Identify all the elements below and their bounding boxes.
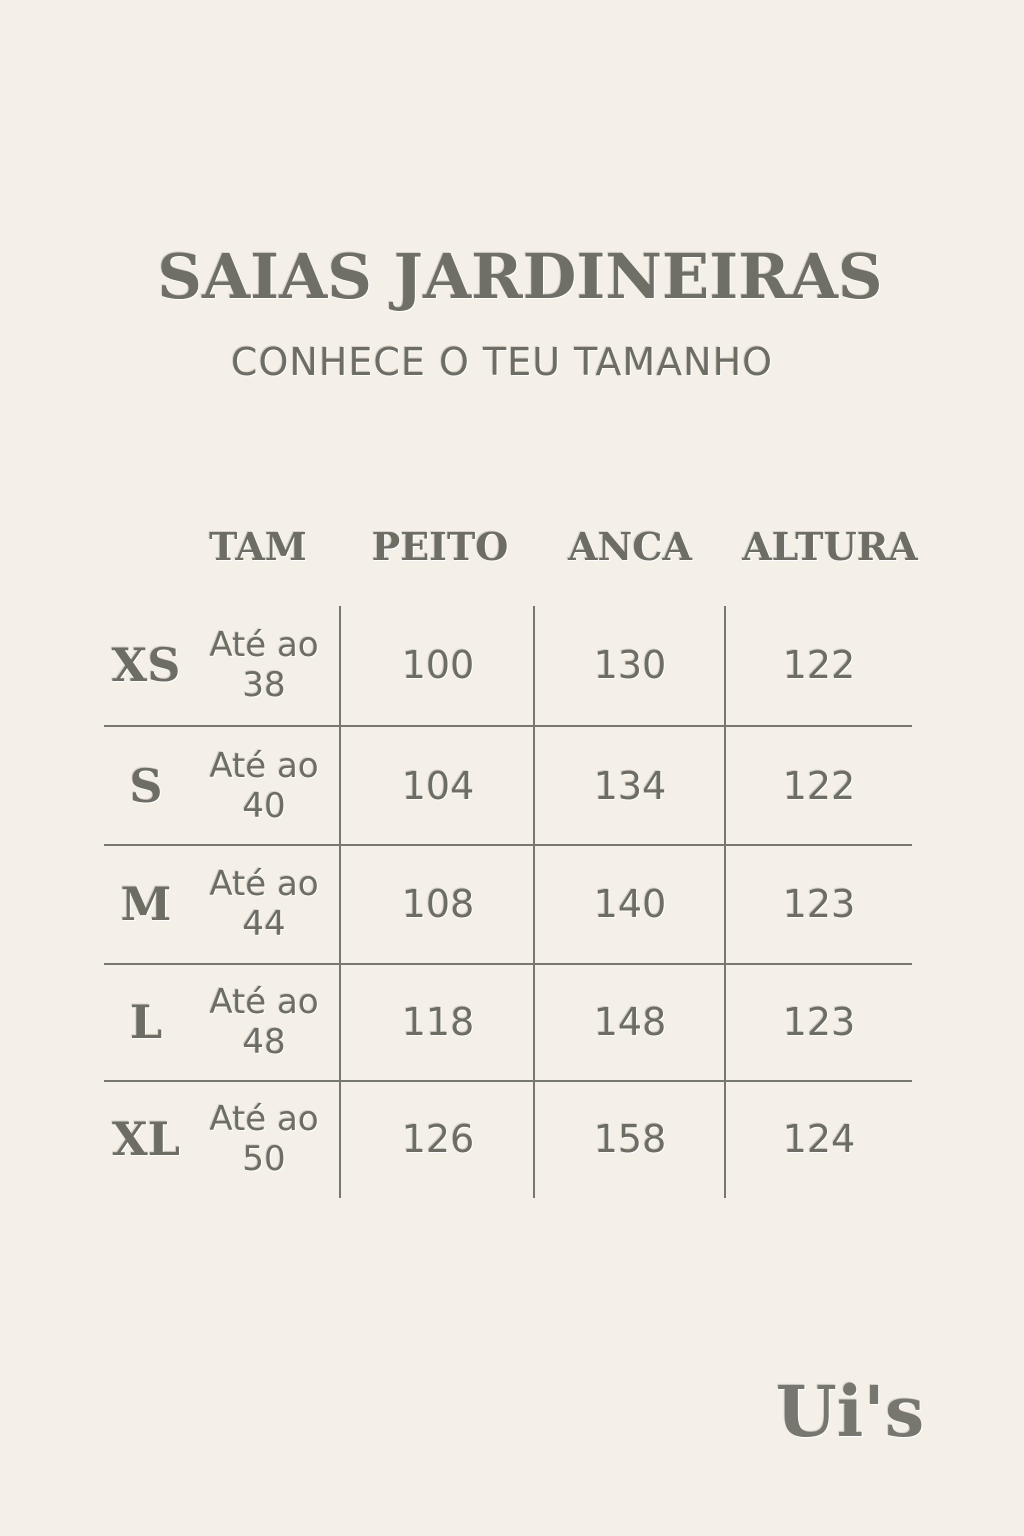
altura-value: 124: [782, 1117, 856, 1161]
page-subtitle: CONHECE O TEU TAMANHO: [230, 340, 774, 384]
size-equivalent: [190, 845, 338, 963]
header-peito: PEITO: [371, 524, 509, 569]
header-altura: ALTURA: [742, 524, 918, 569]
upto-label: Até ao: [209, 982, 319, 1022]
peito-value: 126: [401, 1117, 475, 1161]
altura-value: 122: [782, 643, 856, 687]
upto-value: 40: [242, 786, 286, 826]
table-row: [104, 727, 912, 845]
altura-value: 123: [782, 1000, 856, 1044]
size-equivalent: [190, 963, 338, 1081]
upto-value: 50: [242, 1139, 286, 1179]
brand-logo: Ui's: [775, 1370, 925, 1453]
upto-value: 38: [242, 665, 286, 705]
anca-value: 158: [593, 1117, 667, 1161]
size-label: S: [129, 759, 163, 813]
peito-value: 104: [401, 764, 475, 808]
page-title: SAIAS JARDINEIRAS: [157, 240, 883, 313]
table-row: [104, 845, 912, 963]
anca-value: 140: [593, 882, 667, 926]
size-label: L: [129, 995, 163, 1049]
anca-value: 134: [593, 764, 667, 808]
size-equivalent: [190, 727, 338, 845]
anca-value: 148: [593, 1000, 667, 1044]
header-anca: ANCA: [568, 524, 692, 569]
size-equivalent: [190, 606, 338, 724]
size-label: XS: [111, 638, 181, 692]
size-label: XL: [111, 1112, 181, 1166]
peito-value: 100: [401, 643, 475, 687]
table-row: [104, 963, 912, 1081]
upto-value: 48: [242, 1022, 286, 1062]
altura-value: 122: [782, 764, 856, 808]
peito-value: 108: [401, 882, 475, 926]
size-equivalent: [190, 1080, 338, 1198]
table-row: [104, 1080, 912, 1198]
upto-label: Até ao: [209, 746, 319, 786]
upto-label: Até ao: [209, 864, 319, 904]
anca-value: 130: [593, 643, 667, 687]
altura-value: 123: [782, 882, 856, 926]
upto-label: Até ao: [209, 1099, 319, 1139]
header-tam: TAM: [209, 524, 307, 569]
upto-value: 44: [242, 904, 286, 944]
size-label: M: [120, 877, 172, 931]
size-table: [104, 606, 912, 1198]
upto-label: Até ao: [209, 625, 319, 665]
peito-value: 118: [401, 1000, 475, 1044]
table-row: [104, 606, 912, 724]
